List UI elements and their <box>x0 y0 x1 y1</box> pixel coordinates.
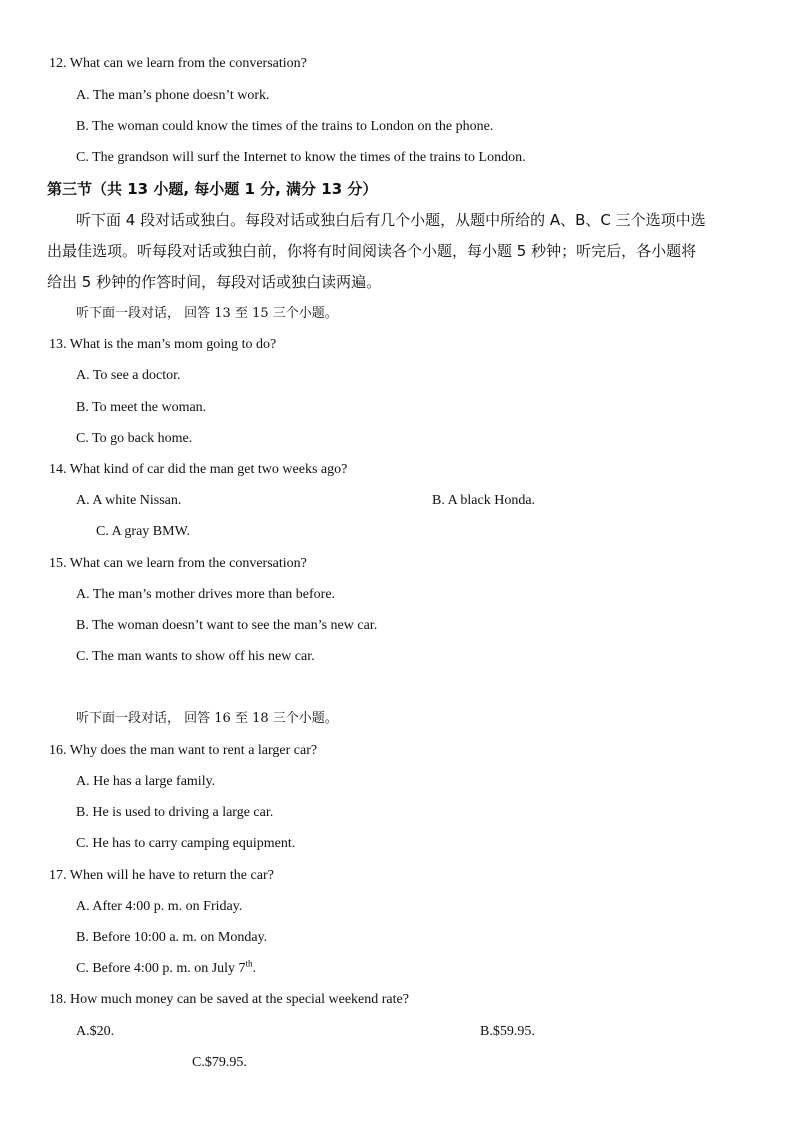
group2-note: 听下面一段对话， 回答 16 至 18 三个小题。 <box>76 711 338 726</box>
q14-stem: 14. What kind of car did the man get two weeks ago? <box>49 462 348 477</box>
q17-option-c-text: C. Before 4:00 p. m. on July 7 <box>76 961 246 976</box>
q15-option-c: C. The man wants to show off his new car. <box>76 649 315 664</box>
q14-option-a: A. A white Nissan. <box>76 493 182 508</box>
section3-instruction-2: 出最佳选项。听每段对话或独白前，你将有时间阅读各个小题，每小题 5 秒钟；听完后，各小题将 <box>47 242 697 260</box>
q16-stem: 16. Why does the man want to rent a larger car? <box>49 743 318 758</box>
q12-option-b: B. The woman could know the times of the trains to London on the phone. <box>76 119 494 134</box>
section3-title: 第三节（共 13 小题, 每小题 1 分, 满分 13 分） <box>47 180 378 198</box>
q18-option-c: C.$79.95. <box>192 1055 247 1070</box>
q17-stem: 17. When will he have to return the car? <box>49 868 274 883</box>
q17-option-b: B. Before 10:00 a. m. on Monday. <box>76 930 268 945</box>
q15-option-b: B. The woman doesn’t want to see the man’s new car. <box>76 618 378 633</box>
q16-option-a: A. He has a large family. <box>76 774 216 789</box>
q18-option-a: A.$20. <box>76 1024 115 1039</box>
group1-note: 听下面一段对话， 回答 13 至 15 三个小题。 <box>76 306 338 321</box>
q17-option-c <box>76 960 256 978</box>
q12-option-c: C. The grandson will surf the Internet to know the times of the trains to London. <box>76 150 526 165</box>
q12-stem: 12. What can we learn from the conversation? <box>49 56 307 71</box>
q15-option-a: A. The man’s mother drives more than before. <box>76 587 336 602</box>
section3-instruction-1: 听下面 4 段对话或独白。每段对话或独白后有几个小题，从题中所给的 A、B、C 三个选项中选 <box>76 211 706 229</box>
q15-stem: 15. What can we learn from the conversation? <box>49 556 307 571</box>
q13-option-c: C. To go back home. <box>76 431 193 446</box>
q16-option-b: B. He is used to driving a large car. <box>76 805 274 820</box>
q14-option-b: B. A black Honda. <box>432 493 536 508</box>
section3-instruction-3: 给出 5 秒钟的作答时间，每段对话或独白读两遍。 <box>47 273 382 291</box>
q18-stem: 18. How much money can be saved at the special weekend rate? <box>49 992 409 1007</box>
q17-option-c-superscript: th <box>245 958 253 969</box>
q12-option-a: A. The man’s phone doesn’t work. <box>76 88 270 103</box>
q14-option-c: C. A gray BMW. <box>96 524 190 539</box>
q13-option-b: B. To meet the woman. <box>76 400 207 415</box>
q17-option-a: A. After 4:00 p. m. on Friday. <box>76 899 243 914</box>
q18-option-b: B.$59.95. <box>480 1024 535 1039</box>
q13-stem: 13. What is the man’s mom going to do? <box>49 337 277 352</box>
q13-option-a: A. To see a doctor. <box>76 368 181 383</box>
q17-option-c-period: . <box>252 961 257 976</box>
q16-option-c: C. He has to carry camping equipment. <box>76 836 296 851</box>
